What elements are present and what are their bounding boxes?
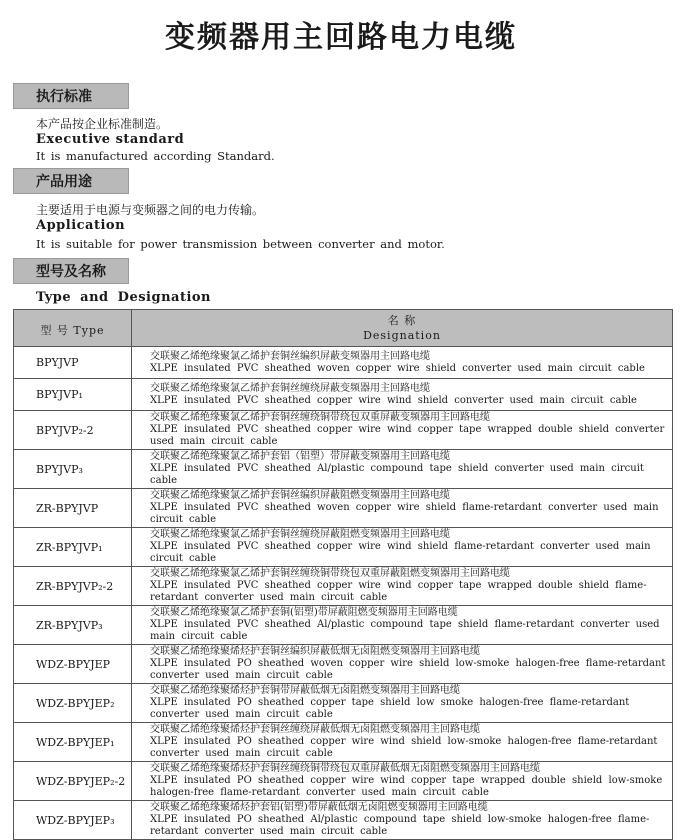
table-row — [14, 528, 673, 567]
model-code: WDZ-BPYJEP — [14, 645, 132, 684]
usage-text-en: It is suitable for power transmission between converter and motor. — [36, 237, 445, 251]
table-row — [14, 379, 673, 411]
table-row — [14, 347, 673, 379]
designation-en: XLPE insulated PVC sheathed copper wire wind copper tape wrapped double shield converter used main circuit cable — [150, 424, 665, 447]
designation-cell — [132, 489, 673, 528]
designation-cell — [132, 411, 673, 450]
header-name-cn: 名 称 — [387, 314, 417, 327]
standard-text-cn: 本产品按企业标准制造。 — [36, 117, 169, 131]
table-row — [14, 606, 673, 645]
designation-en: XLPE insulated PVC sheathed copper wire wind shield flame-retardant converter used main circuit cable — [150, 541, 651, 564]
table-row — [14, 489, 673, 528]
section-heading-usage: 产品用途 — [13, 168, 129, 194]
table-row — [14, 645, 673, 684]
designation-cn: 交联聚乙烯绝缘聚氯乙烯护套铜丝缠绕铜带绕包双重屏蔽阻燃变频器用主回路电缆 — [150, 568, 510, 579]
model-code: BPYJVP — [14, 347, 132, 379]
section-heading-standard: 执行标准 — [13, 83, 129, 109]
designation-cell — [132, 347, 673, 379]
designation-cn: 交联聚乙烯绝缘聚烯烃护套铝(铝塑)带屏蔽低烟无卤阻燃变频器用主回路电缆 — [150, 802, 488, 813]
designation-en: XLPE insulated PO sheathed copper wire wind shield low-smoke halogen-free flame-retardant converter used main circuit cable — [150, 736, 658, 759]
designation-cell — [132, 606, 673, 645]
designation-en: XLPE insulated PVC sheathed Al/plastic compound tape shield converter used main circuit cable — [150, 463, 644, 486]
model-code: WDZ-BPYJEP₁ — [14, 723, 132, 762]
designation-cell — [132, 645, 673, 684]
table-row — [14, 762, 673, 801]
designation-en: XLPE insulated PVC sheathed woven copper wire shield converter used main circuit cable — [150, 362, 645, 374]
designation-en: XLPE insulated PVC sheathed Al/plastic compound tape shield flame-retardant converter used main circuit cable — [150, 619, 660, 642]
type-designation-heading: Type and Designation — [36, 290, 212, 305]
model-code: BPYJVP₁ — [14, 379, 132, 411]
designation-table — [13, 309, 673, 840]
table-row — [14, 411, 673, 450]
designation-cell — [132, 528, 673, 567]
designation-cn: 交联聚乙烯绝缘聚氯乙烯护套铜丝编织屏蔽变频器用主回路电缆 — [150, 350, 430, 362]
usage-heading-en: Application — [36, 218, 126, 233]
standard-text-en: It is manufactured according Standard. — [36, 149, 275, 163]
designation-en: XLPE insulated PVC sheathed copper wire wind copper tape wrapped double shield flame-retardant converter used main circuit cable — [150, 580, 647, 603]
designation-en: XLPE insulated PVC sheathed copper wire wind shield converter used main circuit cable — [150, 394, 637, 406]
designation-cell — [132, 450, 673, 489]
designation-en: XLPE insulated PO sheathed copper tape shield low smoke halogen-free flame-retardant converter used main circuit cable — [150, 697, 630, 720]
designation-cn: 交联聚乙烯绝缘聚氯乙烯护套铜丝缠绕屏蔽变频器用主回路电缆 — [150, 382, 430, 394]
header-type-label: 型 号 Type — [40, 323, 105, 337]
table-row — [14, 684, 673, 723]
designation-cell — [132, 762, 673, 801]
designation-en: XLPE insulated PVC sheathed woven copper wire shield flame-retardant converter used main circuit cable — [150, 502, 659, 525]
section-heading-model: 型号及名称 — [13, 258, 129, 284]
designation-cn: 交联聚乙烯绝缘聚氯乙烯护套铜丝编织屏蔽阻燃变频器用主回路电缆 — [150, 490, 450, 501]
designation-cell — [132, 723, 673, 762]
designation-en: XLPE insulated PO sheathed woven copper wire shield low-smoke halogen-free flame-retardant converter used main circuit cable — [150, 658, 666, 681]
designation-cn: 交联聚乙烯绝缘聚烯烃护套铜丝编织屏蔽低烟无卤阻燃变频器用主回路电缆 — [150, 646, 480, 657]
header-name-en: Designation — [363, 329, 441, 342]
page-title: 变频器用主回路电力电缆 — [165, 20, 517, 55]
designation-cell — [132, 801, 673, 840]
designation-cn: 交联聚乙烯绝缘聚烯烃护套铜丝缠绕屏蔽低烟无卤阻燃变频器用主回路电缆 — [150, 724, 480, 735]
model-code: WDZ-BPYJEP₃ — [14, 801, 132, 840]
model-code: ZR-BPYJVP₂-2 — [14, 567, 132, 606]
table-row — [14, 450, 673, 489]
model-code: ZR-BPYJVP₁ — [14, 528, 132, 567]
model-code: ZR-BPYJVP₃ — [14, 606, 132, 645]
model-code: WDZ-BPYJEP₂-2 — [14, 762, 132, 801]
table-row — [14, 801, 673, 840]
designation-cn: 交联聚乙烯绝缘聚氯乙烯护套铝（铝塑）带屏蔽变频器用主回路电缆 — [150, 451, 450, 462]
designation-cn: 交联聚乙烯绝缘聚氯乙烯护套铜(铝塑)带屏蔽阻燃变频器用主回路电缆 — [150, 607, 458, 618]
designation-cell — [132, 684, 673, 723]
table-row — [14, 723, 673, 762]
designation-cell — [132, 379, 673, 411]
designation-en: XLPE insulated PO sheathed Al/plastic compound tape shield low-smoke halogen-free flame-retardant converter used main circuit cable — [150, 814, 650, 837]
designation-cn: 交联聚乙烯绝缘聚烯烃护套铜丝缠绕铜带绕包双重屏蔽低烟无卤阻燃变频器用主回路电缆 — [150, 763, 540, 774]
designation-cell — [132, 567, 673, 606]
model-code: BPYJVP₂-2 — [14, 411, 132, 450]
model-code: ZR-BPYJVP — [14, 489, 132, 528]
usage-text-cn: 主要适用于电源与变频器之间的电力传输。 — [36, 203, 265, 217]
model-code: BPYJVP₃ — [14, 450, 132, 489]
table-header-type — [14, 310, 132, 347]
designation-en: XLPE insulated PO sheathed copper wire wind copper tape wrapped double shield low-smoke halogen-free flame-retardant converter used main circuit cable — [150, 775, 663, 798]
model-code: WDZ-BPYJEP₂ — [14, 684, 132, 723]
designation-cn: 交联聚乙烯绝缘聚烯烃护套铜带屏蔽低烟无卤阻燃变频器用主回路电缆 — [150, 685, 460, 696]
table-row — [14, 567, 673, 606]
table-header-designation — [132, 310, 673, 347]
standard-heading-en: Executive standard — [36, 132, 185, 147]
designation-cn: 交联聚乙烯绝缘聚氯乙烯护套铜丝缠绕屏蔽阻燃变频器用主回路电缆 — [150, 529, 450, 540]
designation-cn: 交联聚乙烯绝缘聚氯乙烯护套铜丝缠绕铜带绕包双重屏蔽变频器用主回路电缆 — [150, 412, 490, 423]
